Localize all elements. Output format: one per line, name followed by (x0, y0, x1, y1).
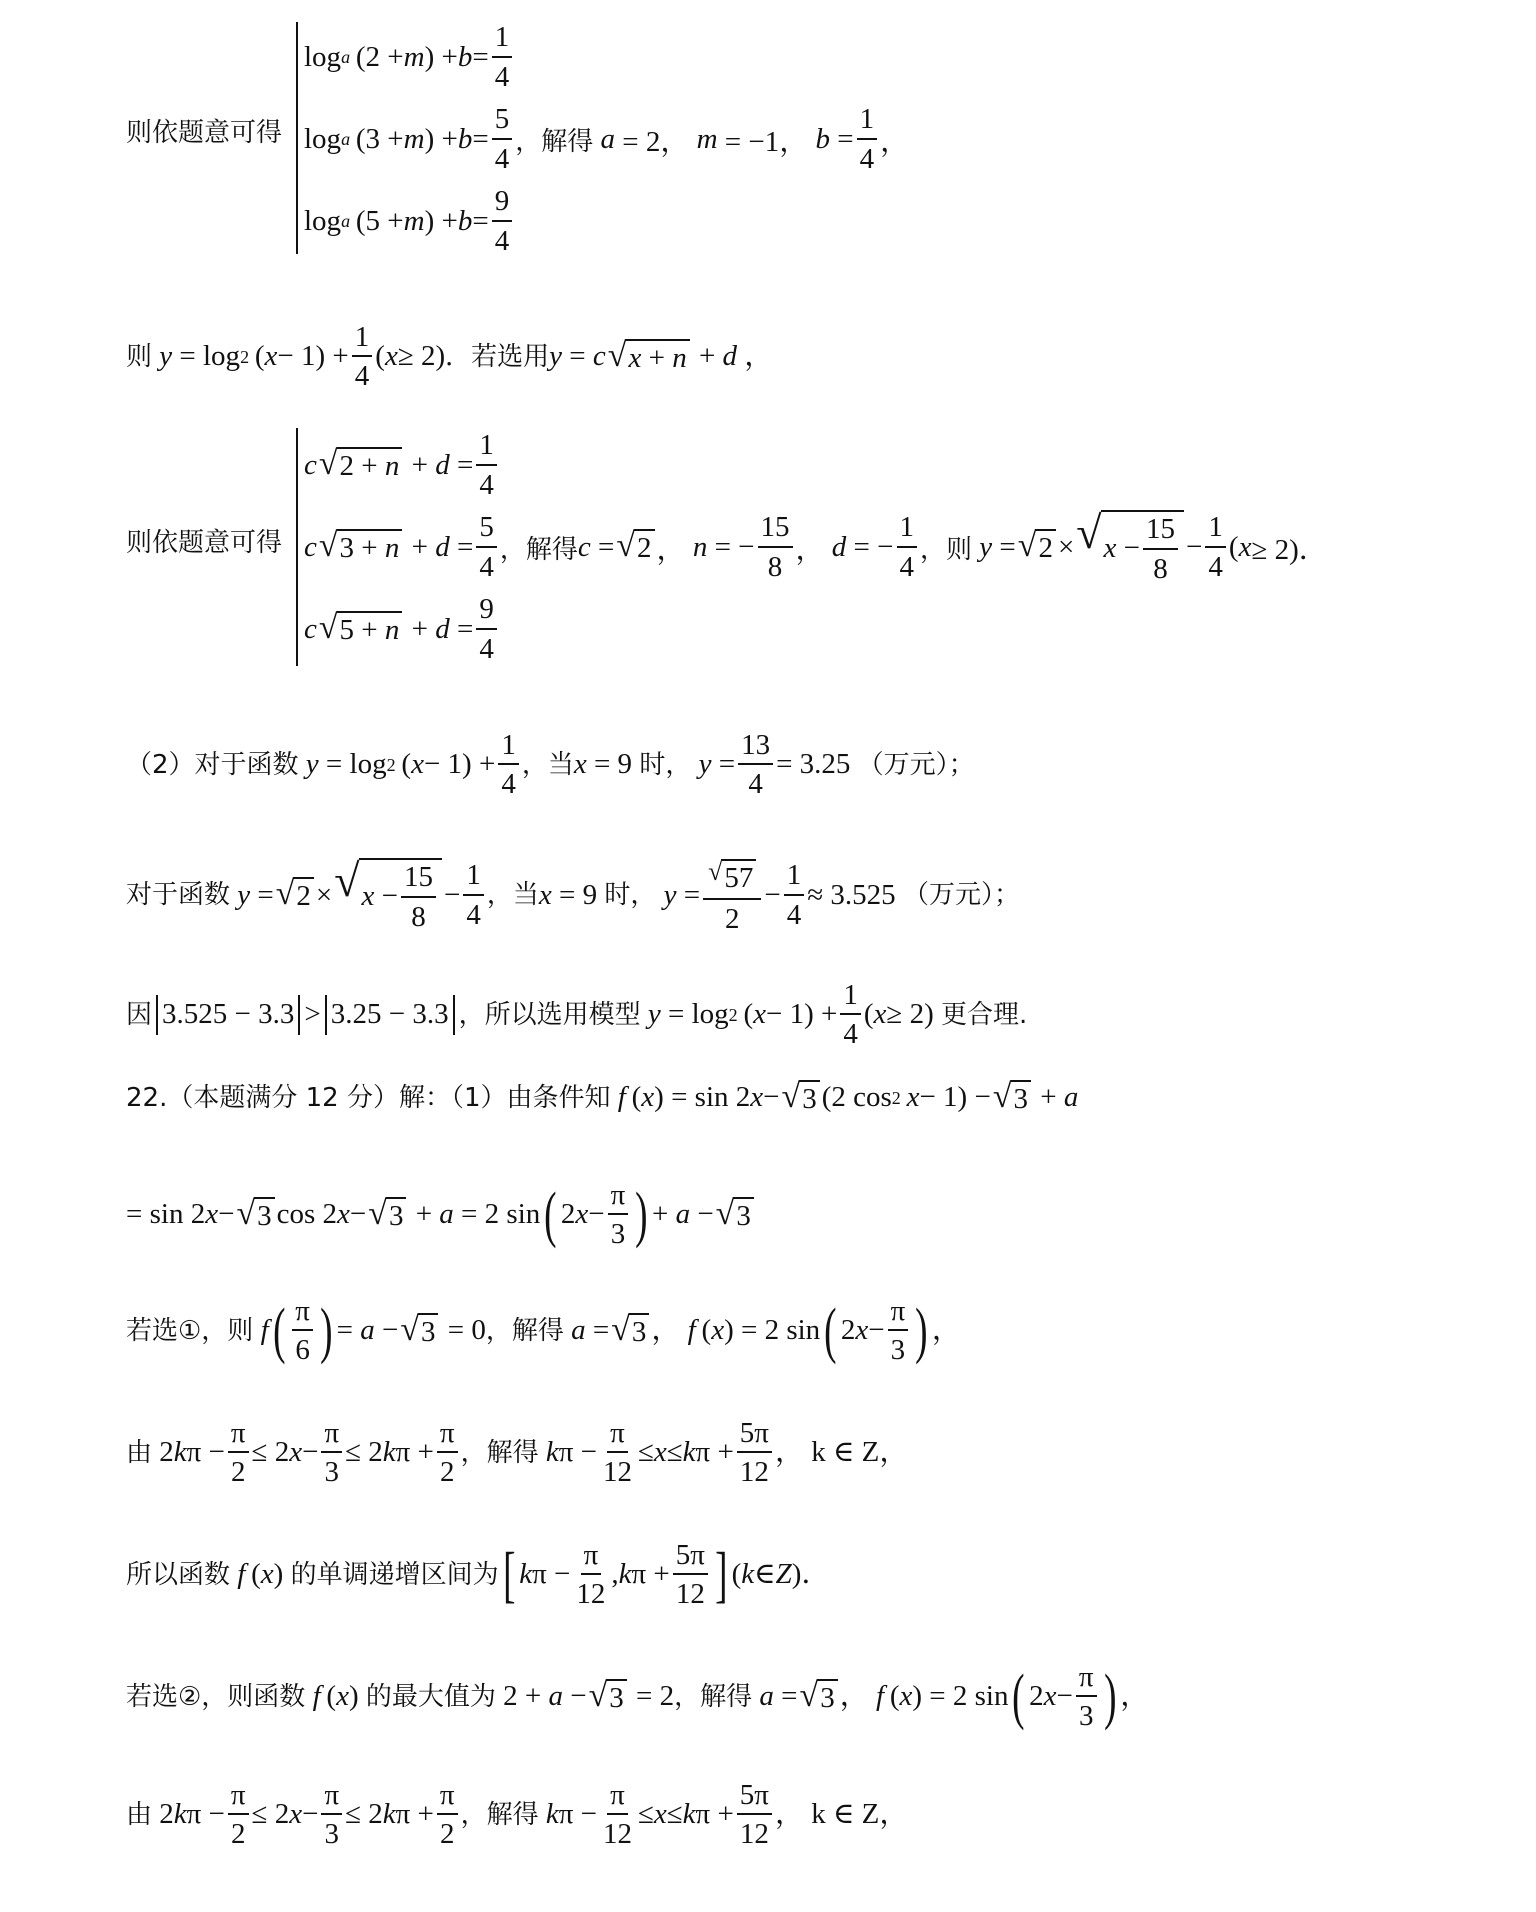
model1-line: 则 y = log 2 ( x − 1) + $\frac{1}{4}$ ( x ≥ 2) ．若选用 y = c √ x + n + d ， (126, 321, 774, 393)
system1-prefix: 则依题意可得 (126, 118, 283, 148)
system1-eq1: log a (2 + m ) + b = $\frac{1}{4}$ (304, 16, 909, 98)
interval-line2: 由 2 k π − $\frac{\pi}{2}$ ≤ 2 x − $\frac{\pi}{3}$ ≤ 2 k π + $\frac{\pi}{2}$ ，解得 k π − $\frac{\pi}{12}$ ≤ x ≤ k π + $\frac{5\pi}{12}$ ， k ∈ Z， (126, 1779, 909, 1851)
part2-line: （2）对于函数 y = log 2 ( x − 1) + $\frac{1}{4}$ ，当 x = 9 时， y = $\frac{13}{4}$ = 3.25 （万元）； (126, 729, 975, 801)
left-brace (296, 22, 298, 254)
left-brace-2 (296, 428, 298, 666)
choice2-line: 若选②，则函数 f ( x ) 的最大值为 2 + a − √ 3 = 2 ，解得 a = √ 3 ， f ( x ) = 2 sin ( 2 x − $\frac{\pi}{3}$ ) ， (126, 1661, 1150, 1733)
system2 (304, 424, 1328, 670)
system2-eq2: c √ 3 + n + d = $\frac{5}{4}$ ，解得 c = √ 2 ， n = − $\frac{15}{8}$ ， d = − $\frac{1}{4}$ ，则 y = √ 2 × √ x − $\frac{15}{8}$ − $\frac{1}{4}$ ( x ≥ 2)． (304, 507, 1328, 585)
system1-line (126, 120, 282, 146)
system1-eq2: log a (3 + m ) + b = $\frac{5}{4}$ ，解得 a = 2， m = −1， b = $\frac{1}{4}$ ， (304, 103, 910, 175)
choice1-line: 若选①，则 f ( $\frac{\pi}{6}$ ) = a − √ 3 = 0 ，解得 a = √ 3 ， f ( x ) = 2 sin ( 2 x − $\frac{\pi}{3}$ ) ， (126, 1295, 961, 1367)
system2-line: 则依题意可得 (126, 528, 283, 558)
part4-line: 因 3.525 − 3.3 > 3.25 − 3.3 ，所以选用模型 y = log 2 ( x − 1) + $\frac{1}{4}$ ( x ≥ 2) 更合理. (126, 979, 1028, 1051)
mono-line: 所以函数 f ( x ) 的单调递增区间为 [ k π − $\frac{\pi}{12}$ , k π + $\frac{5\pi}{12}$ ] ( k ∈ Z )． (126, 1539, 831, 1611)
q22-line2: = sin 2 x − √ 3 cos 2 x − √ 3 + a = 2 sin ( 2 x − $\frac{\pi}{3}$ ) + a − √ 3 (126, 1180, 756, 1250)
q22-line: 22.（本题满分 12 分）解：（1）由条件知 f ( x ) = sin 2 x − √ 3 (2 cos 2 x − 1) − √ 3 + a (126, 1078, 1079, 1115)
part3-line: 对于函数 y = √ 2 × √ x − $\frac{15}{8}$ − $\frac{1}{4}$ ，当 x = 9 时， y = √ 57 2 − $\frac{1}{4}$ ≈ 3.525 （万元）； (126, 855, 1020, 935)
system2-eq1: c √ 2 + n + d = $\frac{1}{4}$ (304, 424, 1328, 506)
system2-eq3: c √ 5 + n + d = $\frac{9}{4}$ (304, 588, 1328, 670)
interval-line1: 由 2 k π − $\frac{\pi}{2}$ ≤ 2 x − $\frac{\pi}{3}$ ≤ 2 k π + $\frac{\pi}{2}$ ，解得 k π − $\frac{\pi}{12}$ ≤ x ≤ k π + $\frac{5\pi}{12}$ ， k ∈ Z， (126, 1417, 909, 1489)
system1 (304, 16, 909, 262)
system1-eq3: log a (5 + m ) + b = $\frac{9}{4}$ (304, 180, 909, 262)
